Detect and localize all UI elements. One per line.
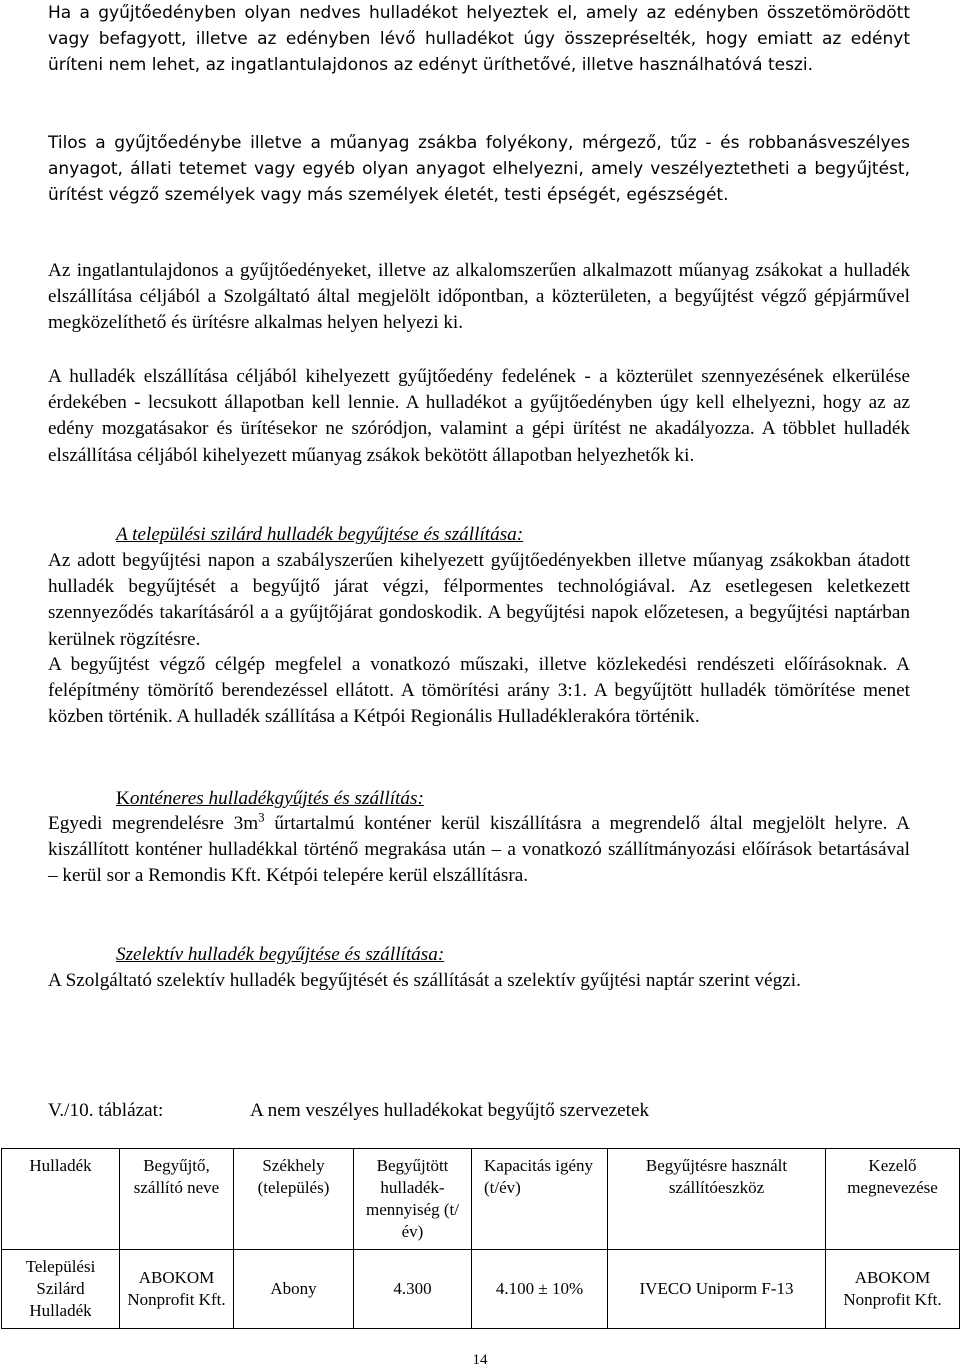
- header-operator: Kezelő megnevezése: [826, 1149, 960, 1250]
- cell-operator: ABOKOM Nonprofit Kft.: [826, 1250, 960, 1329]
- table-row: [2, 1250, 960, 1329]
- container-text-after: űrtartalmú konténer kerül kiszállításra a megrendelő által megjelölt helyre. A kiszállított konténer hulladékkal történő megrakása után – a vonatkozó szállítmányozási előírások betartásával – kerül sor a Remondis Kft. Kétpói telepére kerül elszállításra.: [48, 813, 910, 887]
- collectors-table: [1, 1148, 960, 1329]
- cell-quantity: 4.300: [354, 1250, 472, 1329]
- cell-seat: Abony: [234, 1250, 354, 1329]
- heading-container-waste: [116, 786, 424, 812]
- header-waste: Hulladék: [2, 1149, 120, 1250]
- paragraph-collection-vehicle: A begyűjtést végző célgép megfelel a vonatkozó műszaki, illetve közlekedési rendészeti előírásoknak. A felépítmény tömörítő berendezéssel ellátott. A tömörítési arány 3:1. A begyűjtött hulladék tömörítése menet közben történik. A hulladék szállítása a Kétpói Regionális Hulladéklerakóra történik.: [48, 654, 910, 728]
- cell-collector: ABOKOM Nonprofit Kft.: [120, 1250, 234, 1329]
- header-quantity: Begyűjtött hulladék-mennyiség (t/év): [354, 1149, 472, 1250]
- paragraph-container-order: [48, 811, 910, 890]
- header-seat: Székhely (település): [234, 1149, 354, 1250]
- paragraph-lid-closed: A hulladék elszállítása céljából kihelyezett gyűjtőedény fedelének - a közterület szennyezésének elkerülése érdekében - lecsukott állapotban kell lennie. A hulladékot a gyűjtőedényben úgy kell elhelyezni, hogy az az edény mozgatásakor és ürítésekor ne szóródjon, valamint a gépi ürítést ne akadályozza. A többlet hulladék elszállítása céljából kihelyezett műanyag zsákok bekötött állapotban helyezhetők ki.: [48, 366, 910, 466]
- heading-container-rest: onténeres hulladékgyűjtés és szállítás:: [129, 788, 424, 809]
- header-capacity: Kapacitás igény (t/év): [472, 1149, 608, 1250]
- container-superscript: 3: [258, 809, 265, 825]
- cell-capacity: 4.100 ± 10%: [472, 1250, 608, 1329]
- paragraph-selective: A Szolgáltató szelektív hulladék begyűjtését és szállítását a szelektív gyűjtési naptár szerint végzi.: [48, 970, 801, 991]
- paragraph-placement: Az ingatlantulajdonos a gyűjtőedényeket, illetve az alkalomszerűen alkalmazott műanyag zsákokat a hulladék elszállítása céljából a Szolgáltató által megjelölt időpontban, a közterületen, a begyűjtést végző gépjárművel megközelíthető és ürítésre alkalmas helyen helyezi ki.: [48, 260, 910, 334]
- paragraph-wet-waste: Ha a gyűjtőedényben olyan nedves hulladékot helyeztek el, amely az edényben összetömörödött vagy befagyott, illetve az edényben lévő hulladékot úgy összepréselték, hogy emiatt az edényt üríteni nem lehet, az ingatlantulajdonos az edényt üríthetővé, illetve használhatóvá teszi.: [48, 3, 910, 76]
- heading-container-prefix: K: [116, 788, 130, 809]
- paragraph-prohibited-materials: Tilos a gyűjtőedénybe illetve a műanyag zsákba folyékony, mérgező, tűz - és robbanásveszélyes anyagot, állati tetemet vagy egyéb olyan anyagot elhelyezni, amely veszélyeztetheti a begyűjtést, ürítést végző személyek vagy más személyek életét, testi épségét, egészségét.: [48, 133, 910, 206]
- paragraph-collection-day: Az adott begyűjtési napon a szabályszerűen kihelyezett gyűjtőedényekben illetve műanyag zsákokban átadott hulladék begyűjtését a begyűjtő járat végzi, félpormentes technológiával. Az esetlegesen keletkezett szennyeződés takarításáról a a gyűjtőjárat gondoskodik. A begyűjtési napok előzetesen, a begyűjtési naptárban kerülnek rögzítésre.: [48, 550, 910, 650]
- heading-municipal-waste: A települési szilárd hulladék begyűjtése és szállítása:: [116, 524, 524, 545]
- table-caption-title: A nem veszélyes hulladékokat begyűjtő szervezetek: [250, 1100, 650, 1121]
- page-number: 14: [472, 1352, 488, 1368]
- header-collector: Begyűjtő, szállító neve: [120, 1149, 234, 1250]
- cell-vehicle: IVECO Uniporm F-13: [608, 1250, 826, 1329]
- header-vehicle: Begyűjtésre használt szállítóeszköz: [608, 1149, 826, 1250]
- table-caption-number: V./10. táblázat:: [48, 1100, 164, 1121]
- container-text-before: Egyedi megrendelésre 3m: [48, 813, 259, 834]
- table-header-row: [2, 1149, 960, 1250]
- cell-waste: Települési Szilárd Hulladék: [2, 1250, 120, 1329]
- heading-selective-waste: Szelektív hulladék begyűjtése és szállítása:: [116, 944, 445, 965]
